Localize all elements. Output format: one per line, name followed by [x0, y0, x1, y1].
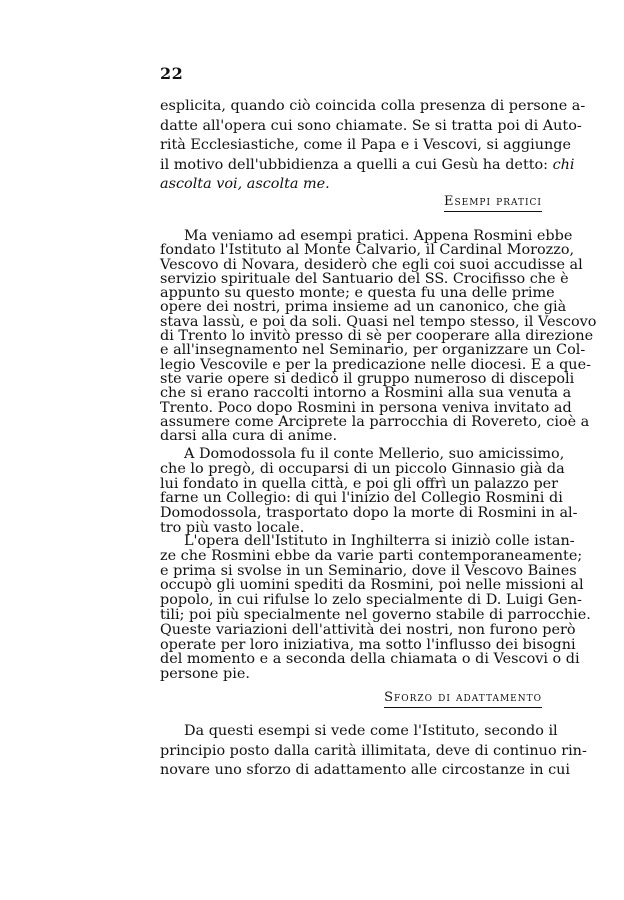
paragraph-2: [160, 446, 578, 536]
text-line: e all'insegnamento nel Seminario, per organizzare un Col-: [160, 342, 586, 359]
text-line: popolo, in cui rifulse lo zelo specialmente di D. Luigi Gen-: [160, 592, 582, 609]
text-line: di Trento lo invitò presso di sè per cooperare alla direzione: [160, 328, 594, 345]
text-line: e prima si svolse in un Seminario, dove il Vescovo Baines: [160, 562, 577, 579]
paragraph-1: [160, 228, 597, 445]
text-line: rità Ecclesiastiche, come il Papa e i Vescovi, si aggiunge: [160, 137, 571, 153]
text-line: Da questi esempi si vede come l'Istituto, secondo il: [184, 723, 558, 739]
text-line: appunto su questo monte; e questa fu una delle prime: [160, 285, 555, 302]
text-line: [160, 156, 575, 176]
text-line: L'opera dell'Istituto in Inghilterra si iniziò colle istan-: [184, 533, 575, 549]
text-line: esplicita, quando ciò coincida colla presenza di persone a-: [160, 98, 586, 114]
text-line: stava lassù, e poi da soli. Quasi nel tempo stesso, il Vescovo: [160, 313, 597, 330]
text-line: ze che Rosmini ebbe da varie parti contemporaneamente;: [160, 547, 583, 564]
paragraph-4: [160, 722, 587, 781]
text-line: servizio spirituale del Santuario del SS. Crocifisso che è: [160, 270, 569, 287]
text-line: darsi alla cura di anime.: [160, 428, 338, 445]
text-line: occupò gli uomini spediti da Rosmini, poi nelle missioni al: [160, 577, 584, 594]
italic-quote: ascolta voi, ascolta me.: [160, 176, 330, 192]
text-line: che si erano raccolti intorno a Rosmini alla sua venuta a: [160, 385, 572, 402]
text-line: del momento e a seconda della chiamata o di Vescovi o di: [160, 651, 580, 668]
italic-span: chi: [552, 156, 575, 173]
page-number: 22: [160, 64, 184, 83]
text-line: datte all'opera cui sono chiamate. Se si tratta poi di Auto-: [160, 117, 582, 134]
text-line: persone pie.: [160, 666, 250, 683]
text-line: novare uno sforzo di adattamento alle circostanze in cui: [160, 762, 571, 778]
section-heading-sforzo-di-adattamento: Sforzo di adattamento: [384, 690, 542, 708]
text-line: lui fondato in quella città, e poi gli offrì un palazzo per: [160, 475, 559, 492]
text-line: A Domodossola fu il conte Mellerio, suo amicissimo,: [184, 446, 565, 462]
text-line: tili; poi più specialmente nel governo stabile di parrocchie.: [160, 606, 591, 623]
text-line: Ma veniamo ad esempi pratici. Appena Rosmini ebbe: [184, 228, 573, 244]
text-line: operate per loro iniziativa, ma sotto l'influsso dei bisogni: [160, 636, 576, 653]
text-line: fondato l'Istituto al Monte Calvario, il Cardinal Morozzo,: [160, 242, 575, 259]
text-line: ste varie opere si dedicò il gruppo numeroso di discepoli: [160, 370, 575, 387]
paragraph-continuation: [160, 97, 586, 195]
text-line: tro più vasto locale.: [160, 519, 305, 536]
text-line: Queste variazioni dell'attività dei nostri, non furono però: [160, 621, 576, 638]
text-line: farne un Collegio: di qui l'inizio del Collegio Rosmini di: [160, 490, 563, 507]
text-span: il motivo dell'ubbidienza a quelli a cui Gesù ha detto:: [160, 156, 549, 173]
text-line: [160, 175, 542, 195]
text-line: Vescovo di Novara, desiderò che egli coi suoi accudisse al: [160, 256, 583, 273]
text-line: principio posto dalla carità illimitata, deve di continuo rin-: [160, 742, 587, 759]
paragraph-3: [160, 533, 591, 683]
text-line: che lo pregò, di occuparsi di un piccolo Ginnasio già da: [160, 460, 565, 477]
text-line: Trento. Poco dopo Rosmini in persona veniva invitato ad: [160, 399, 572, 416]
text-line: Domodossola, trasportato dopo la morte di Rosmini in al-: [160, 505, 578, 522]
text-line: assumere come Arciprete la parrocchia di Rovereto, cioè a: [160, 413, 590, 430]
text-line: opere dei nostri, prima insieme ad un canonico, che già: [160, 299, 567, 316]
text-line: legio Vescovile e per la predicazione nelle diocesi. E a que-: [160, 356, 591, 373]
section-heading-esempi-pratici: Esempi pratici: [444, 194, 542, 212]
